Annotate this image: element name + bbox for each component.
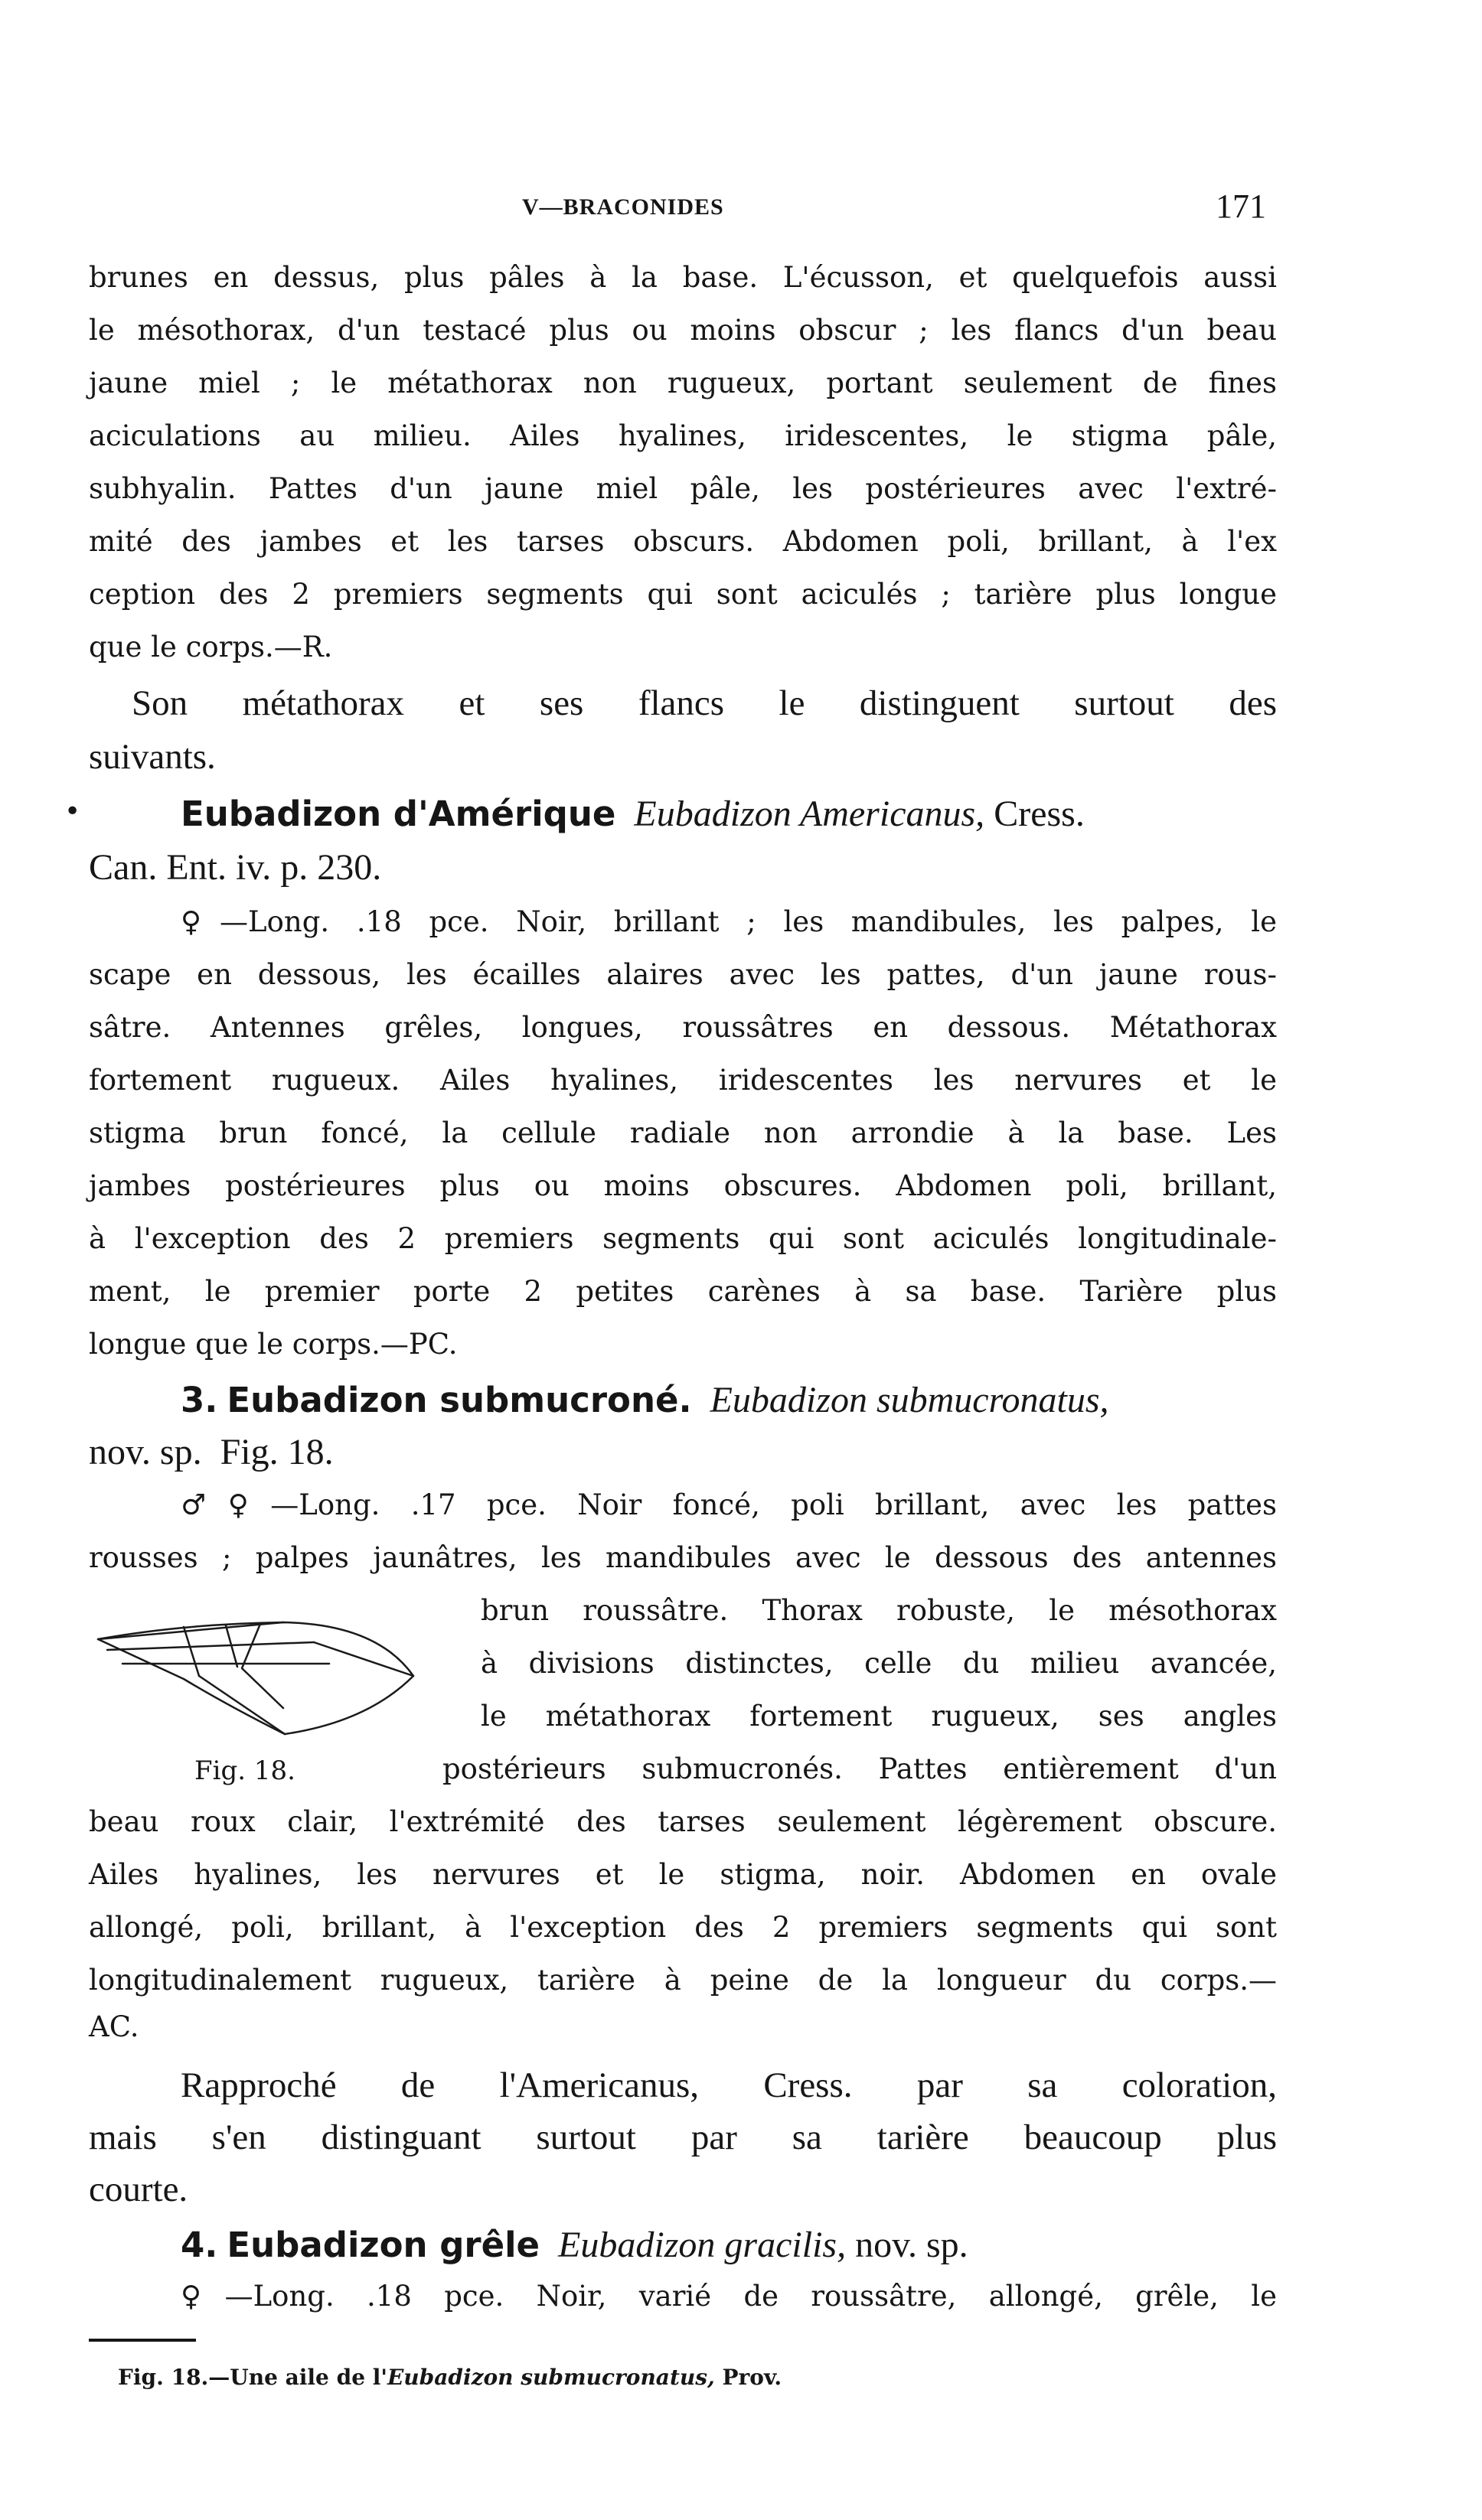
- new-species-mark: nov. sp.: [855, 2225, 968, 2265]
- footnote: [118, 2365, 782, 2390]
- text-line: ment, le premier porte 2 petites carènes à sa base. Tarière plus: [89, 1275, 1277, 1308]
- species-heading-continued: [89, 1434, 334, 1471]
- text-line: Son métathorax et ses flancs le distinguent surtout des: [132, 683, 1277, 723]
- text-line: AC.: [89, 2010, 139, 2043]
- text-line: mité des jambes et les tarses obscurs. Abdomen poli, brillant, à l'ex: [89, 525, 1277, 558]
- species-common-name: Eubadizon grêle: [227, 2225, 540, 2265]
- text-line: suivants.: [89, 737, 216, 777]
- text-line: longue que le corps.—PC.: [89, 1328, 458, 1361]
- figure-label: Fig. 18.: [194, 1756, 295, 1786]
- text-line: rousses ; palpes jaunâtres, les mandibules avec le dessous des antennes: [89, 1541, 1277, 1574]
- text-line: à divisions distinctes, celle du milieu avancée,: [481, 1647, 1277, 1680]
- bullet-mark: •: [64, 796, 81, 827]
- text-line: longitudinalement rugueux, tarière à peine de la longueur du corps.—: [89, 1964, 1277, 1997]
- figure-reference: Fig. 18.: [220, 1432, 334, 1472]
- species-heading: [181, 796, 1085, 833]
- text-line: jambes postérieures plus ou moins obscures. Abdomen poli, brillant,: [89, 1169, 1277, 1202]
- text-line: Rapproché de l'Americanus, Cress. par sa coloration,: [181, 2065, 1277, 2105]
- text-line: brun roussâtre. Thorax robuste, le mésothorax: [481, 1594, 1277, 1627]
- wing-cross-vein: [184, 1627, 199, 1676]
- text-line: allongé, poli, brillant, à l'exception des 2 premiers segments qui sont: [89, 1911, 1277, 1944]
- wing-outline: [98, 1622, 413, 1734]
- species-heading: [181, 1382, 1109, 1419]
- species-common-name: Eubadizon d'Amérique: [181, 794, 616, 834]
- text-line: subhyalin. Pattes d'un jaune miel pâle, les postérieures avec l'extré-: [89, 472, 1277, 505]
- text-line: stigma brun foncé, la cellule radiale non arrondie à la base. Les: [89, 1117, 1277, 1149]
- text-line: postérieurs submucronés. Pattes entièrement d'un: [442, 1752, 1277, 1785]
- footnote-rule: [89, 2339, 196, 2342]
- wing-cross-vein: [242, 1624, 283, 1708]
- footnote-suffix: Prov.: [714, 2365, 782, 2390]
- text-line: courte.: [89, 2170, 188, 2209]
- species-latin-name: Eubadizon gracilis,: [558, 2225, 847, 2265]
- text-line: mais s'en distinguant surtout par sa tarière beaucoup plus: [89, 2117, 1277, 2157]
- running-head: V—BRACONIDES: [522, 194, 724, 220]
- text-line: le mésothorax, d'un testacé plus ou moins obscur ; les flancs d'un beau: [89, 314, 1277, 347]
- text-line: sâtre. Antennes grêles, longues, roussâtres en dessous. Métathorax: [89, 1011, 1277, 1044]
- text-line: le métathorax fortement rugueux, ses angles: [481, 1700, 1277, 1733]
- text-line: ♂♀—Long. .17 pce. Noir foncé, poli brillant, avec les pattes: [181, 1488, 1277, 1521]
- species-number: 4.: [181, 2225, 218, 2265]
- species-latin-name: Eubadizon submucronatus,: [710, 1380, 1109, 1420]
- text-line: Ailes hyalines, les nervures et le stigma, noir. Abdomen en ovale: [89, 1858, 1277, 1891]
- wing-figure: [92, 1593, 429, 1746]
- text-line: ception des 2 premiers segments qui sont aciculés ; tarière plus longue: [89, 578, 1277, 611]
- page-number: 171: [1216, 187, 1266, 225]
- text-line: brunes en dessus, plus pâles à la base. L'écusson, et quelquefois aussi: [89, 261, 1277, 294]
- text-line: beau roux clair, l'extrémité des tarses seulement légèrement obscure.: [89, 1805, 1277, 1838]
- species-author: Cress.: [994, 794, 1085, 834]
- text-line: que le corps.—R.: [89, 631, 333, 663]
- wing-vein: [199, 1676, 285, 1734]
- species-number: 3.: [181, 1380, 218, 1420]
- text-line: scape en dessous, les écailles alaires avec les pattes, d'un jaune rous-: [89, 958, 1277, 991]
- footnote-prefix: Fig. 18.—Une aile de l': [118, 2365, 387, 2390]
- text-line: ♀—Long. .18 pce. Noir, varié de roussâtre, allongé, grêle, le: [181, 2280, 1277, 2313]
- species-heading: [181, 2227, 968, 2264]
- species-common-name: Eubadizon submucroné.: [227, 1380, 692, 1420]
- text-line: aciculations au milieu. Ailes hyalines, iridescentes, le stigma pâle,: [89, 419, 1277, 452]
- wing-vein: [107, 1642, 314, 1650]
- footnote-latin-name: Eubadizon submucronatus,: [387, 2365, 715, 2390]
- new-species-mark: nov. sp.: [89, 1432, 202, 1472]
- text-line: ♀—Long. .18 pce. Noir, brillant ; les mandibules, les palpes, le: [181, 905, 1277, 938]
- text-line: jaune miel ; le métathorax non rugueux, portant seulement de fines: [89, 367, 1277, 399]
- text-line: fortement rugueux. Ailes hyalines, iridescentes les nervures et le: [89, 1064, 1277, 1097]
- species-reference: Can. Ent. iv. p. 230.: [89, 847, 382, 888]
- text-line: à l'exception des 2 premiers segments qui sont aciculés longitudinale-: [89, 1222, 1277, 1255]
- species-latin-name: Eubadizon Americanus,: [634, 794, 985, 834]
